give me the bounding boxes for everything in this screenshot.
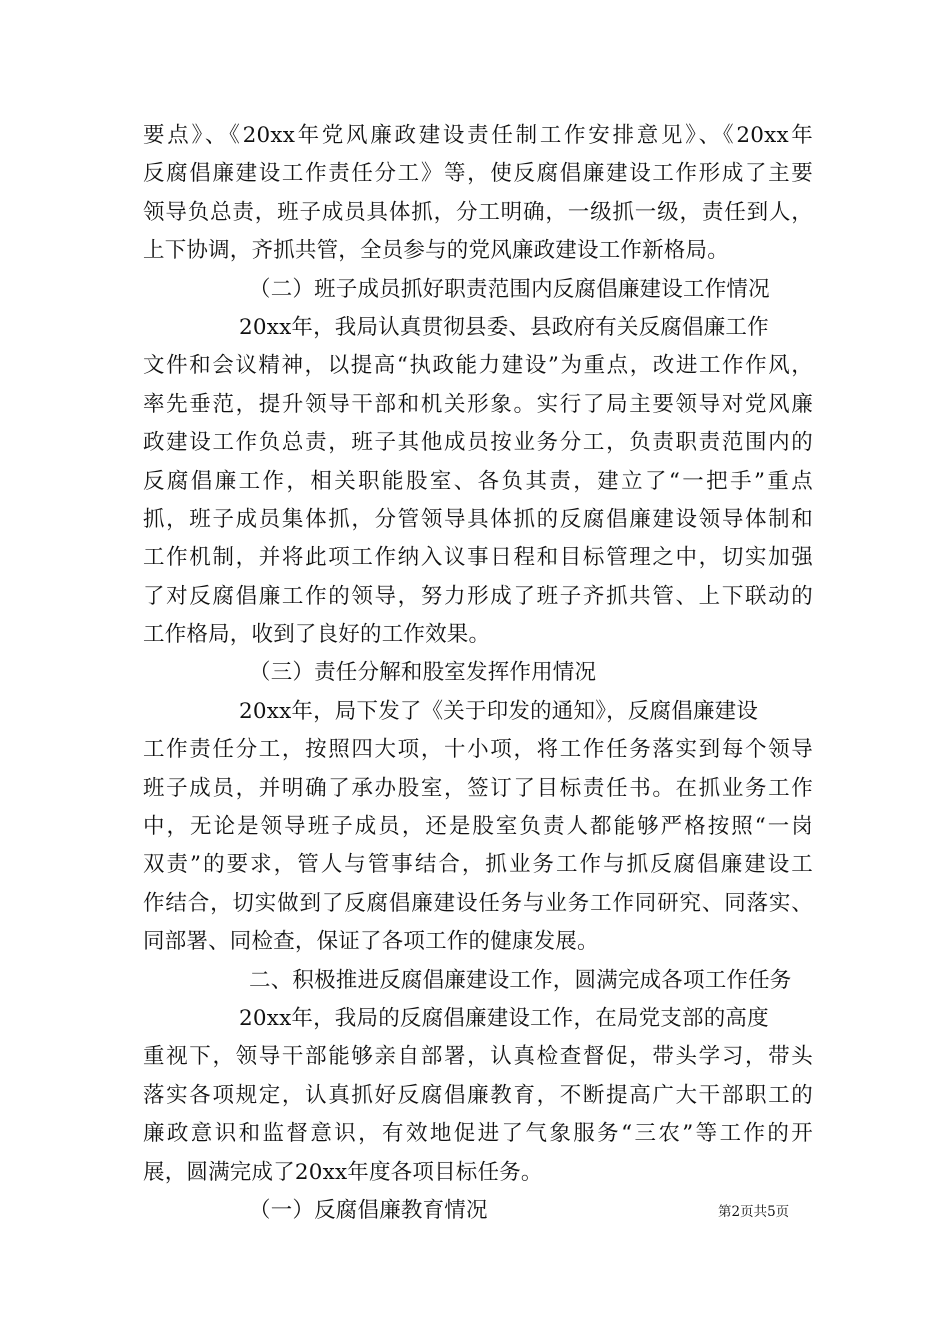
paragraph-line: 展，圆满完成了20xx年度各项目标任务。 — [143, 1159, 543, 1185]
paragraph-line: 反腐倡廉工作，相关职能股室、各负其责，建立了“一把手”重点 — [143, 468, 813, 494]
paragraph-line: 作结合，切实做到了反腐倡廉建设任务与业务工作同研究、同落实、 — [143, 890, 813, 916]
paragraph-line: 中，无论是领导班子成员，还是股室负责人都能够严格按照“一岗 — [143, 814, 813, 840]
paragraph-line: 20xx年，我局认真贯彻县委、县政府有关反腐倡廉工作 — [239, 314, 769, 340]
paragraph-line: 领导负总责，班子成员具体抓，分工明确，一级抓一级，责任到人， — [143, 199, 813, 225]
paragraph-line: 廉政意识和监督意识，有效地促进了气象服务“三农”等工作的开 — [143, 1121, 813, 1147]
paragraph-line: 了对反腐倡廉工作的领导，努力形成了班子齐抓共管、上下联动的 — [143, 583, 813, 609]
section-heading-line: （一）反腐倡廉教育情况 — [249, 1197, 488, 1223]
paragraph-line: 工作格局，收到了良好的工作效果。 — [143, 622, 491, 648]
paragraph-line: 政建设工作负总责，班子其他成员按业务分工，负责职责范围内的 — [143, 430, 813, 456]
section-heading-line: （二）班子成员抓好职责范围内反腐倡廉建设工作情况 — [249, 276, 770, 302]
paragraph-line: 反腐倡廉建设工作责任分工》等，使反腐倡廉建设工作形成了主要 — [143, 161, 813, 187]
paragraph-line: 同部署、同检查，保证了各项工作的健康发展。 — [143, 929, 599, 955]
section-heading-line: （三）责任分解和股室发挥作用情况 — [249, 660, 597, 686]
section-heading-line: 二、积极推进反腐倡廉建设工作，圆满完成各项工作任务 — [249, 967, 792, 993]
paragraph-line: 20xx年，局下发了《关于印发的通知》，反腐倡廉建设 — [239, 698, 759, 724]
document-body — [143, 117, 813, 1230]
paragraph-line: 双责”的要求，管人与管事结合，抓业务工作与抓反腐倡廉建设工 — [143, 852, 813, 878]
paragraph-line: 落实各项规定，认真抓好反腐倡廉教育，不断提高广大干部职工的 — [143, 1082, 813, 1108]
paragraph-line: 率先垂范，提升领导干部和机关形象。实行了局主要领导对党风廉 — [143, 391, 813, 417]
paragraph-line: 20xx年，我局的反腐倡廉建设工作，在局党支部的高度 — [239, 1005, 769, 1031]
paragraph-line: 文件和会议精神，以提高“执政能力建设”为重点，改进工作作风， — [143, 353, 813, 379]
paragraph-line: 重视下，领导干部能够亲自部署，认真检查督促，带头学习，带头 — [143, 1044, 813, 1070]
paragraph-line: 班子成员，并明确了承办股室，签订了目标责任书。在抓业务工作 — [143, 775, 813, 801]
paragraph-line: 抓，班子成员集体抓，分管领导具体抓的反腐倡廉建设领导体制和 — [143, 506, 813, 532]
paragraph-line: 工作机制，并将此项工作纳入议事日程和目标管理之中，切实加强 — [143, 545, 813, 571]
paragraph-line: 工作责任分工，按照四大项，十小项，将工作任务落实到每个领导 — [143, 737, 813, 763]
paragraph-line: 要点》、《20xx年党风廉政建设责任制工作安排意见》、《20xx年 — [143, 123, 813, 148]
page-number-footer: 第2页共5页 — [718, 1204, 790, 1220]
paragraph-line: 上下协调，齐抓共管，全员参与的党风廉政建设工作新格局。 — [143, 238, 729, 264]
